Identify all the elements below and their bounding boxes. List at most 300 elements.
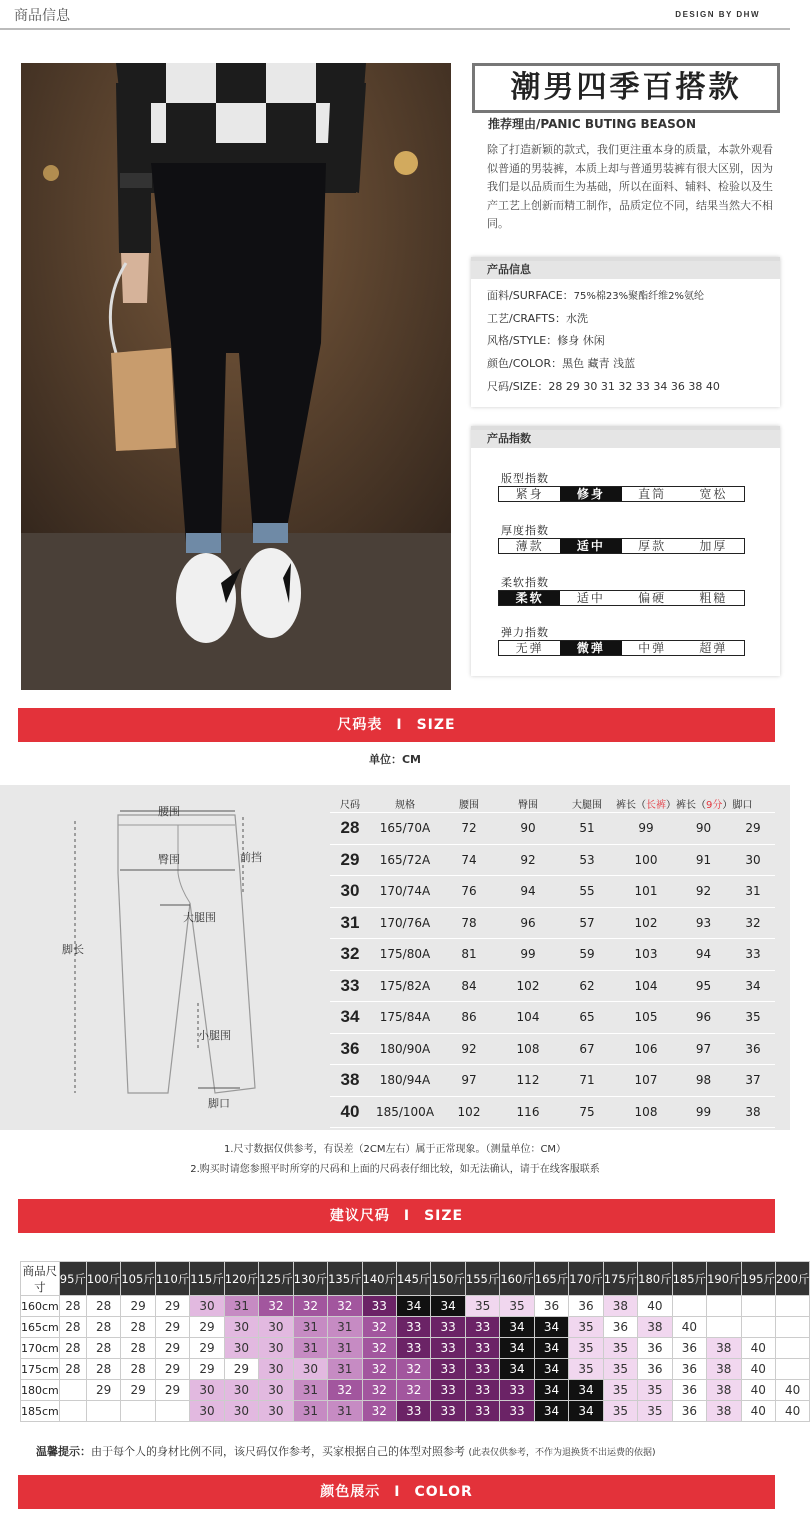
size-cell: 71 — [579, 1073, 595, 1088]
weight-header: 125斤 — [259, 1262, 293, 1296]
weight-header: 185斤 — [672, 1262, 706, 1296]
size-suggestion-cell — [775, 1359, 809, 1380]
size-table — [330, 795, 775, 1128]
size-chart-banner: 尺码表 I SIZE — [18, 708, 775, 742]
size-suggestion-cell: 34 — [396, 1296, 430, 1317]
info-row-surface: 面料/SURFACE：75%棉23%聚酯纤维2%氨纶 — [487, 289, 704, 302]
size-suggestion-cell — [775, 1317, 809, 1338]
size-suggestion-cell: 35 — [603, 1380, 637, 1401]
size-cell: 104 — [516, 1010, 540, 1025]
product-info-panel — [471, 257, 780, 407]
size-suggestion-cell: 36 — [569, 1296, 603, 1317]
size-cell: 92 — [520, 852, 536, 867]
size-cell: 96 — [520, 915, 536, 930]
weight-header: 175斤 — [603, 1262, 637, 1296]
size-suggestion-cell: 32 — [396, 1380, 430, 1401]
height-label: 180cm — [21, 1380, 60, 1401]
index-title: 柔软指数 — [501, 576, 549, 589]
unit-label: 单位：CM — [368, 753, 422, 766]
size-suggestion-cell: 28 — [59, 1317, 86, 1338]
size-suggestion-cell: 32 — [293, 1296, 327, 1317]
size-suggestion-cell: 40 — [741, 1380, 775, 1401]
size-suggestion-cell: 30 — [259, 1401, 293, 1422]
size-suggestion-cell: 33 — [362, 1296, 396, 1317]
size-cell: 38 — [340, 1070, 360, 1090]
size-suggestion-cell: 31 — [328, 1359, 362, 1380]
size-suggestion-cell — [707, 1317, 741, 1338]
size-suggestion-cell: 31 — [328, 1401, 362, 1422]
size-suggestion-cell: 29 — [190, 1338, 224, 1359]
size-cell: 99 — [695, 1104, 712, 1119]
size-cell: 32 — [340, 944, 360, 964]
size-cell: 99 — [638, 821, 654, 836]
size-suggestion-cell: 30 — [190, 1401, 224, 1422]
index-title: 弹力指数 — [501, 626, 549, 639]
size-cell: 75 — [579, 1104, 595, 1119]
size-suggestion-cell: 36 — [638, 1338, 672, 1359]
size-suggestion-cell: 40 — [672, 1317, 706, 1338]
index-option: 紧身 — [515, 487, 544, 501]
weight-header: 155斤 — [465, 1262, 499, 1296]
size-suggestion-cell: 29 — [155, 1380, 189, 1401]
index-option: 厚款 — [638, 539, 667, 553]
size-row — [330, 1065, 775, 1097]
design-credit: DESIGN BY DHW — [675, 10, 760, 19]
weight-header: 190斤 — [707, 1262, 741, 1296]
size-cell: 102 — [516, 978, 540, 993]
size-suggestion-cell: 34 — [500, 1317, 534, 1338]
size-cell: 94 — [695, 947, 712, 962]
size-suggestion-cell: 33 — [396, 1317, 430, 1338]
size-suggestion-cell: 33 — [431, 1359, 465, 1380]
size-cell: 65 — [579, 1010, 595, 1025]
size-suggestion-cell: 33 — [500, 1401, 534, 1422]
weight-header: 180斤 — [638, 1262, 672, 1296]
size-cell: 92 — [461, 1041, 477, 1056]
size-suggestion-cell: 33 — [465, 1359, 499, 1380]
label-hip: 臀围 — [158, 853, 180, 866]
size-suggestion-cell — [59, 1401, 86, 1422]
size-cell: 32 — [745, 915, 761, 930]
warm-tip: 温馨提示：由于每个人的身材比例不同，该尺码仅作参考，买家根据自己的体型对照参考 (此表仅供参考，不作为退换货不出运费的依据) — [36, 1445, 656, 1458]
size-suggestion-cell: 33 — [431, 1317, 465, 1338]
size-cell: 165/70A — [379, 821, 431, 836]
index-title: 版型指数 — [501, 472, 549, 485]
corner-cell: 商品尺寸 — [21, 1262, 60, 1296]
size-row — [330, 1002, 775, 1034]
size-suggestion-cell: 36 — [672, 1401, 706, 1422]
size-suggestion-cell: 40 — [775, 1401, 809, 1422]
size-cell: 36 — [340, 1038, 360, 1058]
size-suggestion-cell: 31 — [224, 1296, 258, 1317]
size-suggestion-cell — [86, 1401, 120, 1422]
size-cell: 30 — [745, 852, 761, 867]
size-cell: 103 — [634, 947, 658, 962]
size-suggestion-cell: 40 — [741, 1359, 775, 1380]
info-row-color: 颜色/COLOR：黑色 藏青 浅蓝 — [487, 357, 636, 370]
size-cell: 105 — [634, 1010, 658, 1025]
size-suggestion-cell: 35 — [569, 1338, 603, 1359]
section-title: 商品信息 — [14, 8, 70, 24]
size-suggestion-cell: 35 — [569, 1359, 603, 1380]
weight-header: 140斤 — [362, 1262, 396, 1296]
height-label: 185cm — [21, 1401, 60, 1422]
reason-title: 推荐理由/PANIC BUTING BEASON — [488, 117, 696, 131]
size-cell: 92 — [695, 884, 712, 899]
size-suggestion-cell: 33 — [431, 1338, 465, 1359]
size-suggestion-cell: 32 — [328, 1380, 362, 1401]
size-cell: 31 — [745, 884, 761, 899]
size-suggestion-cell: 34 — [534, 1317, 568, 1338]
size-cell: 112 — [516, 1073, 540, 1088]
size-cell: 74 — [461, 852, 477, 867]
size-suggestion-cell: 33 — [396, 1401, 430, 1422]
size-suggestion-cell: 34 — [431, 1296, 465, 1317]
size-suggestion-cell: 30 — [259, 1317, 293, 1338]
size-suggestion-cell: 38 — [707, 1380, 741, 1401]
index-option: 宽松 — [699, 487, 728, 501]
index-option: 直筒 — [638, 487, 667, 501]
info-row-crafts: 工艺/CRAFTS：水洗 — [487, 312, 588, 325]
index-option: 适中 — [560, 539, 621, 553]
headline-box: 潮男四季百搭款 — [472, 63, 780, 113]
size-cell: 99 — [520, 947, 536, 962]
index-bar — [498, 590, 745, 606]
size-cell: 104 — [634, 978, 658, 993]
size-suggestion-cell: 35 — [603, 1401, 637, 1422]
size-suggestion-cell — [741, 1317, 775, 1338]
size-suggestion-cell: 35 — [569, 1317, 603, 1338]
size-cell: 102 — [457, 1104, 481, 1119]
size-suggestion-cell: 33 — [431, 1380, 465, 1401]
size-cell: 102 — [634, 915, 658, 930]
index-option: 偏硬 — [638, 591, 667, 605]
size-suggestion-cell: 35 — [603, 1338, 637, 1359]
size-suggestion-cell: 28 — [86, 1359, 120, 1380]
index-option: 超弹 — [699, 641, 728, 655]
index-option: 中弹 — [638, 641, 667, 655]
size-cell: 185/100A — [375, 1104, 435, 1119]
weight-header: 170斤 — [569, 1262, 603, 1296]
size-suggestion-cell: 40 — [638, 1296, 672, 1317]
size-suggestion-cell: 30 — [224, 1380, 258, 1401]
size-suggestion-cell: 35 — [638, 1380, 672, 1401]
weight-header: 120斤 — [224, 1262, 258, 1296]
size-suggestion-cell: 38 — [603, 1296, 637, 1317]
size-cell: 101 — [634, 884, 658, 899]
size-suggestion-cell: 34 — [534, 1359, 568, 1380]
size-cell: 28 — [340, 818, 360, 838]
size-suggestion-cell: 35 — [638, 1401, 672, 1422]
size-suggestion-cell: 33 — [465, 1338, 499, 1359]
size-cell: 35 — [745, 1010, 761, 1025]
size-cell: 51 — [579, 821, 595, 836]
size-suggestion-cell: 30 — [259, 1359, 293, 1380]
size-cell: 96 — [695, 1010, 712, 1025]
weight-header: 100斤 — [86, 1262, 120, 1296]
weight-header: 160斤 — [500, 1262, 534, 1296]
size-suggestion-cell: 30 — [190, 1380, 224, 1401]
size-suggestion-cell: 30 — [293, 1359, 327, 1380]
size-cell: 34 — [745, 978, 761, 993]
suggest-size-banner: 建议尺码 I SIZE — [18, 1199, 775, 1233]
weight-header: 195斤 — [741, 1262, 775, 1296]
size-suggestion-cell: 34 — [534, 1380, 568, 1401]
size-cell: 100 — [634, 852, 658, 867]
size-suggestion-cell: 33 — [500, 1380, 534, 1401]
size-cell: 30 — [340, 881, 360, 901]
size-suggestion-cell: 32 — [396, 1359, 430, 1380]
size-cell: 86 — [461, 1010, 477, 1025]
size-row — [330, 845, 775, 877]
size-suggestion-cell — [775, 1296, 809, 1317]
size-row — [330, 1097, 775, 1129]
size-cell: 53 — [579, 852, 595, 867]
size-suggestion-cell: 31 — [328, 1338, 362, 1359]
size-suggestion-cell: 35 — [465, 1296, 499, 1317]
label-waist: 腰围 — [158, 805, 180, 818]
size-cell: 67 — [579, 1041, 595, 1056]
size-suggestion-cell: 36 — [672, 1338, 706, 1359]
weight-header: 95斤 — [59, 1262, 86, 1296]
weight-header: 200斤 — [775, 1262, 809, 1296]
size-suggestion-cell: 31 — [293, 1380, 327, 1401]
size-suggestion-cell: 28 — [86, 1317, 120, 1338]
size-cell: 175/84A — [379, 1010, 431, 1025]
size-cell: 29 — [340, 849, 360, 869]
size-cell: 62 — [579, 978, 595, 993]
pants-diagram — [50, 793, 300, 1123]
size-suggestion-cell: 36 — [672, 1380, 706, 1401]
weight-header: 135斤 — [328, 1262, 362, 1296]
height-label: 160cm — [21, 1296, 60, 1317]
index-option: 微弹 — [560, 641, 621, 655]
index-option: 粗糙 — [699, 591, 728, 605]
size-suggestion-cell: 38 — [707, 1338, 741, 1359]
size-suggestion-cell: 28 — [59, 1359, 86, 1380]
size-suggestion-cell: 38 — [707, 1401, 741, 1422]
index-option: 加厚 — [699, 539, 728, 553]
product-info-title: 产品信息 — [471, 257, 780, 279]
size-suggestion-cell: 36 — [534, 1296, 568, 1317]
size-cell: 34 — [340, 1007, 360, 1027]
weight-header: 110斤 — [155, 1262, 189, 1296]
size-suggestion-cell: 34 — [569, 1401, 603, 1422]
size-cell: 175/80A — [379, 947, 431, 962]
note-1: 1.尺寸数据仅供参考，有误差（2CM左右）属于正常现象。（测量单位：CM） — [223, 1144, 567, 1155]
size-suggestion-cell: 40 — [741, 1401, 775, 1422]
size-cell: 97 — [695, 1041, 712, 1056]
size-cell: 170/74A — [379, 884, 431, 899]
size-suggestion-cell — [741, 1296, 775, 1317]
size-suggestion-cell — [59, 1380, 86, 1401]
size-suggestion-cell: 34 — [534, 1338, 568, 1359]
size-suggestion-cell: 34 — [569, 1380, 603, 1401]
size-suggestion-cell: 29 — [155, 1338, 189, 1359]
info-row-size: 尺码/SIZE：28 29 30 31 32 33 34 36 38 40 — [487, 380, 720, 393]
size-suggestion-cell: 33 — [465, 1317, 499, 1338]
size-row — [330, 939, 775, 971]
size-suggestion-cell: 29 — [155, 1359, 189, 1380]
note-2: 2.购买时请您参照平时所穿的尺码和上面的尺码表仔细比较，如无法确认，请于在线客服联系 — [190, 1164, 600, 1175]
size-cell: 37 — [745, 1073, 761, 1088]
index-option: 柔软 — [499, 591, 560, 605]
size-suggestion-cell: 40 — [775, 1380, 809, 1401]
size-suggestion-cell: 33 — [465, 1380, 499, 1401]
size-cell: 180/90A — [379, 1041, 431, 1056]
size-cell: 107 — [634, 1073, 658, 1088]
size-cell: 97 — [461, 1073, 477, 1088]
size-suggestion-cell: 38 — [707, 1359, 741, 1380]
weight-header: 115斤 — [190, 1262, 224, 1296]
size-suggestion-cell: 29 — [86, 1380, 120, 1401]
size-suggestion-cell: 31 — [293, 1338, 327, 1359]
weight-header: 105斤 — [121, 1262, 155, 1296]
size-cell: 90 — [695, 821, 712, 836]
weight-header: 165斤 — [534, 1262, 568, 1296]
size-row — [330, 908, 775, 940]
product-index-panel — [471, 426, 780, 676]
size-cell: 84 — [461, 978, 477, 993]
size-suggestion-cell: 29 — [224, 1359, 258, 1380]
weight-header: 145斤 — [396, 1262, 430, 1296]
size-suggestion-cell — [775, 1338, 809, 1359]
size-cell: 55 — [579, 884, 595, 899]
label-thigh: 大腿围 — [183, 911, 216, 924]
height-label: 165cm — [21, 1317, 60, 1338]
size-suggestion-cell: 28 — [86, 1338, 120, 1359]
size-cell: 38 — [745, 1104, 761, 1119]
size-suggestion-cell: 29 — [155, 1296, 189, 1317]
index-bar — [498, 538, 745, 554]
size-cell: 36 — [745, 1041, 761, 1056]
product-index-title: 产品指数 — [471, 426, 780, 448]
size-cell: 31 — [340, 912, 360, 932]
height-label: 175cm — [21, 1359, 60, 1380]
size-cell: 29 — [745, 821, 761, 836]
size-row — [330, 813, 775, 845]
size-suggestion-cell: 36 — [603, 1317, 637, 1338]
size-cell: 40 — [340, 1101, 360, 1121]
size-row — [330, 1034, 775, 1066]
label-hem: 脚口 — [208, 1097, 230, 1110]
size-suggestion-cell: 29 — [190, 1317, 224, 1338]
size-cell: 116 — [516, 1104, 540, 1119]
size-cell: 76 — [461, 884, 477, 899]
index-bar — [498, 486, 745, 502]
size-suggestion-cell: 30 — [259, 1380, 293, 1401]
index-option: 适中 — [576, 591, 605, 605]
size-suggestion-cell: 30 — [190, 1296, 224, 1317]
size-cell: 170/76A — [379, 915, 431, 930]
index-title: 厚度指数 — [501, 524, 549, 537]
size-suggestion-cell: 28 — [59, 1296, 86, 1317]
size-cell: 59 — [579, 947, 595, 962]
size-cell: 94 — [520, 884, 536, 899]
size-suggestion-cell: 34 — [500, 1338, 534, 1359]
info-row-style: 风格/STYLE：修身 休闲 — [487, 334, 605, 347]
size-suggestion-cell: 32 — [328, 1296, 362, 1317]
size-cell: 95 — [695, 978, 712, 993]
index-option: 薄款 — [515, 539, 544, 553]
size-row — [330, 971, 775, 1003]
size-suggestion-cell: 36 — [672, 1359, 706, 1380]
size-suggestion-cell: 30 — [259, 1338, 293, 1359]
size-cell: 175/82A — [379, 978, 431, 993]
size-row — [330, 876, 775, 908]
size-cell: 57 — [579, 915, 595, 930]
size-suggestion-cell: 32 — [362, 1317, 396, 1338]
size-suggestion-cell: 34 — [534, 1401, 568, 1422]
size-suggestion-cell: 32 — [362, 1401, 396, 1422]
label-length: 脚长 — [62, 943, 84, 956]
reason-text: 除了打造新颖的款式，我们更注重本身的质量，本款外观看似普通的男装裤，本质上却与普通男装裤有很大区别，因为我们是以品质而生为基础，所以在面料、辅料、检验以及生产工艺上创新而精工制作，品质定位不同，结果当然大不相同。 — [487, 143, 773, 230]
label-rise: 前挡 — [240, 851, 262, 864]
size-suggestion-cell: 30 — [224, 1338, 258, 1359]
size-suggestion-cell: 32 — [362, 1380, 396, 1401]
size-cell: 108 — [516, 1041, 540, 1056]
size-suggestion-cell: 35 — [500, 1296, 534, 1317]
size-suggestion-cell — [672, 1296, 706, 1317]
size-cell: 98 — [695, 1073, 712, 1088]
index-bar — [498, 640, 745, 656]
size-suggestion-cell: 40 — [741, 1338, 775, 1359]
size-suggestion-cell: 29 — [121, 1380, 155, 1401]
model-photo — [21, 63, 451, 690]
size-suggestion-cell: 29 — [190, 1359, 224, 1380]
index-option: 无弹 — [515, 641, 544, 655]
size-suggestion-cell — [707, 1296, 741, 1317]
size-suggestion-cell: 36 — [638, 1359, 672, 1380]
size-cell: 33 — [340, 975, 360, 995]
size-cell: 81 — [461, 947, 477, 962]
size-cell: 33 — [745, 947, 761, 962]
size-suggestion-cell: 34 — [500, 1359, 534, 1380]
size-suggestion-cell: 30 — [224, 1401, 258, 1422]
size-cell: 78 — [461, 915, 477, 930]
size-suggestion-cell: 29 — [155, 1317, 189, 1338]
size-suggestion-cell: 29 — [121, 1296, 155, 1317]
size-cell: 108 — [634, 1104, 658, 1119]
size-suggestion-cell: 32 — [362, 1359, 396, 1380]
weight-header: 150斤 — [431, 1262, 465, 1296]
size-cell: 93 — [695, 915, 712, 930]
size-suggestion-cell: 28 — [121, 1338, 155, 1359]
size-suggestion-cell: 28 — [121, 1359, 155, 1380]
color-banner: 颜色展示 I COLOR — [18, 1475, 775, 1509]
size-suggestion-cell: 31 — [293, 1401, 327, 1422]
size-suggestion-cell: 28 — [86, 1296, 120, 1317]
size-cell: 90 — [520, 821, 536, 836]
label-calf: 小腿围 — [198, 1029, 231, 1042]
size-suggestion-cell: 35 — [603, 1359, 637, 1380]
size-suggestion-cell — [121, 1401, 155, 1422]
size-suggestion-cell: 28 — [121, 1317, 155, 1338]
size-suggestion-cell: 30 — [224, 1317, 258, 1338]
weight-header: 130斤 — [293, 1262, 327, 1296]
size-table-header: 尺码 规格 腰围 臀围 大腿围 裤长（长裤）裤长（9分）脚口 — [330, 795, 775, 813]
size-suggestion-cell: 33 — [431, 1401, 465, 1422]
size-suggestion-cell: 32 — [259, 1296, 293, 1317]
size-suggestion-cell: 38 — [638, 1317, 672, 1338]
height-label: 170cm — [21, 1338, 60, 1359]
size-suggestion-cell: 28 — [59, 1338, 86, 1359]
size-cell: 91 — [695, 852, 712, 867]
size-suggestion-cell: 33 — [396, 1338, 430, 1359]
size-suggestion-cell: 33 — [465, 1401, 499, 1422]
size-suggestion-cell: 31 — [293, 1317, 327, 1338]
size-suggestion-cell: 31 — [328, 1317, 362, 1338]
